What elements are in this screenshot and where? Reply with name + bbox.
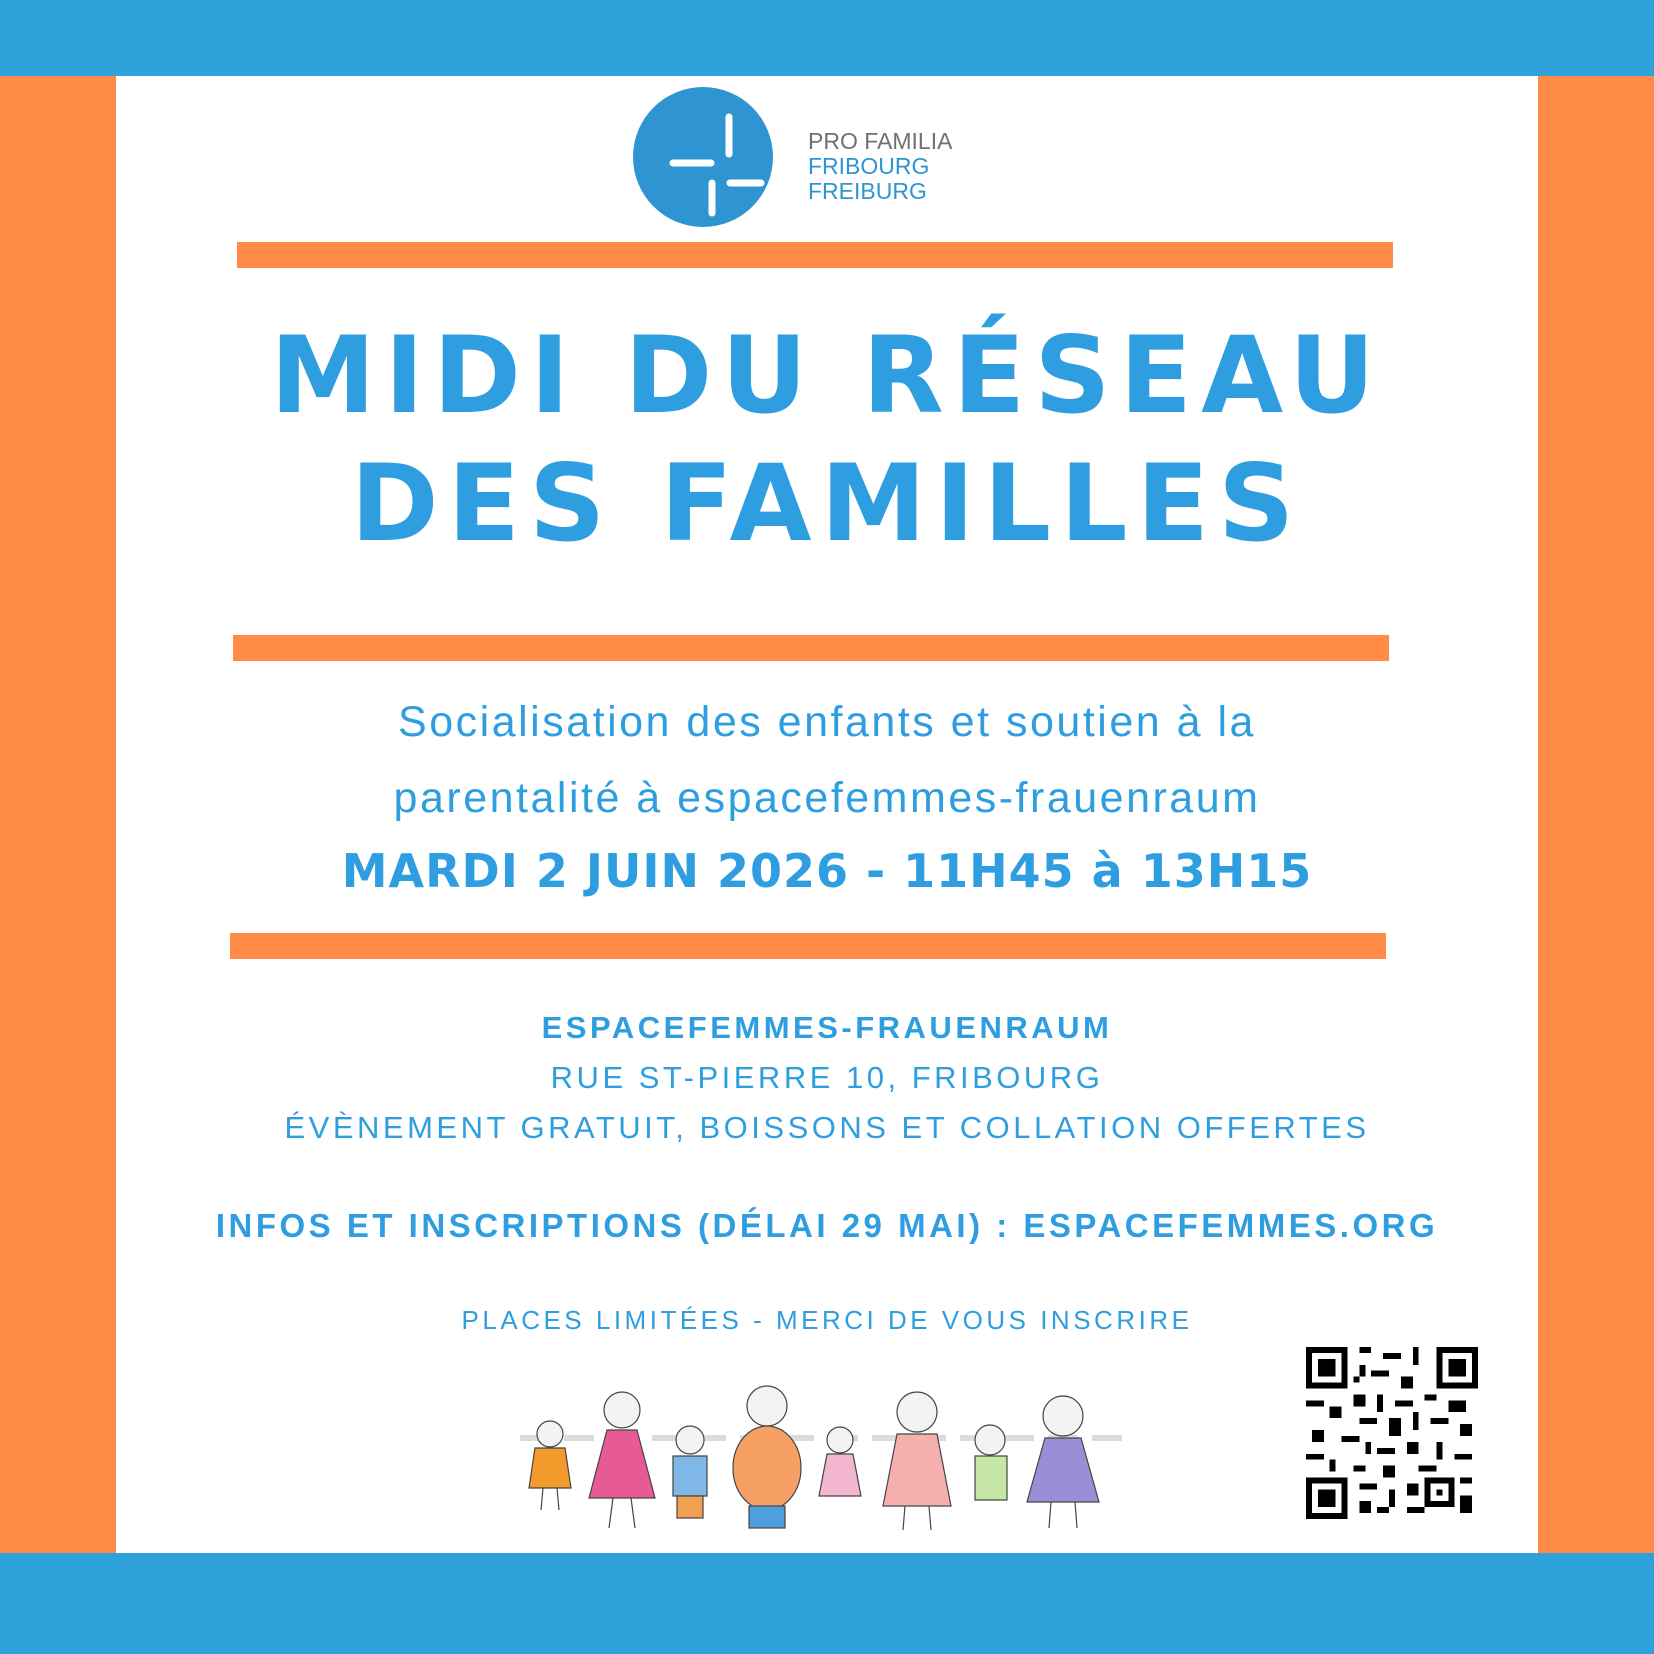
orange-divider-middle [233, 635, 1389, 661]
logo-line-pro-familia: PRO FAMILIA [808, 128, 953, 154]
logo-wordmark [808, 129, 952, 204]
title-line-2: DES FAMILLES [350, 442, 1304, 565]
title-line-1: MIDI DU RÉSEAU [270, 314, 1384, 437]
limited-places-note: PLACES LIMITÉES - MERCI DE VOUS INSCRIRE [461, 1305, 1193, 1335]
pro-familia-logo-icon [633, 87, 773, 227]
bottom-border-band [0, 1553, 1654, 1654]
logo-line-fribourg: FRIBOURG [808, 153, 930, 179]
pro-familia-logo [633, 87, 963, 227]
right-border-band [1538, 76, 1654, 1553]
orange-divider-top [237, 242, 1393, 268]
registration-info: INFOS ET INSCRIPTIONS (DÉLAI 29 MAI) : ESPACEFEMMES.ORG [215, 1207, 1439, 1244]
logo-line-freiburg: FREIBURG [808, 178, 927, 204]
event-note: ÉVÈNEMENT GRATUIT, BOISSONS ET COLLATION OFFERTES [284, 1110, 1370, 1145]
left-border-band [0, 76, 116, 1553]
event-date: MARDI 2 JUIN 2026 - 11H45 à 13H15 [341, 844, 1313, 898]
venue-name: ESPACEFEMMES-FRAUENRAUM [541, 1010, 1113, 1045]
qr-code-icon[interactable] [1306, 1347, 1478, 1519]
paper-chain-children-illustration [505, 1378, 1145, 1558]
top-border-band [0, 0, 1654, 76]
subtitle-line-1: Socialisation des enfants et soutien à la [398, 698, 1256, 746]
orange-divider-bottom [230, 933, 1386, 959]
venue-address: RUE ST-PIERRE 10, FRIBOURG [550, 1060, 1104, 1095]
subtitle-line-2: parentalité à espacefemmes-frauenraum [393, 774, 1261, 822]
